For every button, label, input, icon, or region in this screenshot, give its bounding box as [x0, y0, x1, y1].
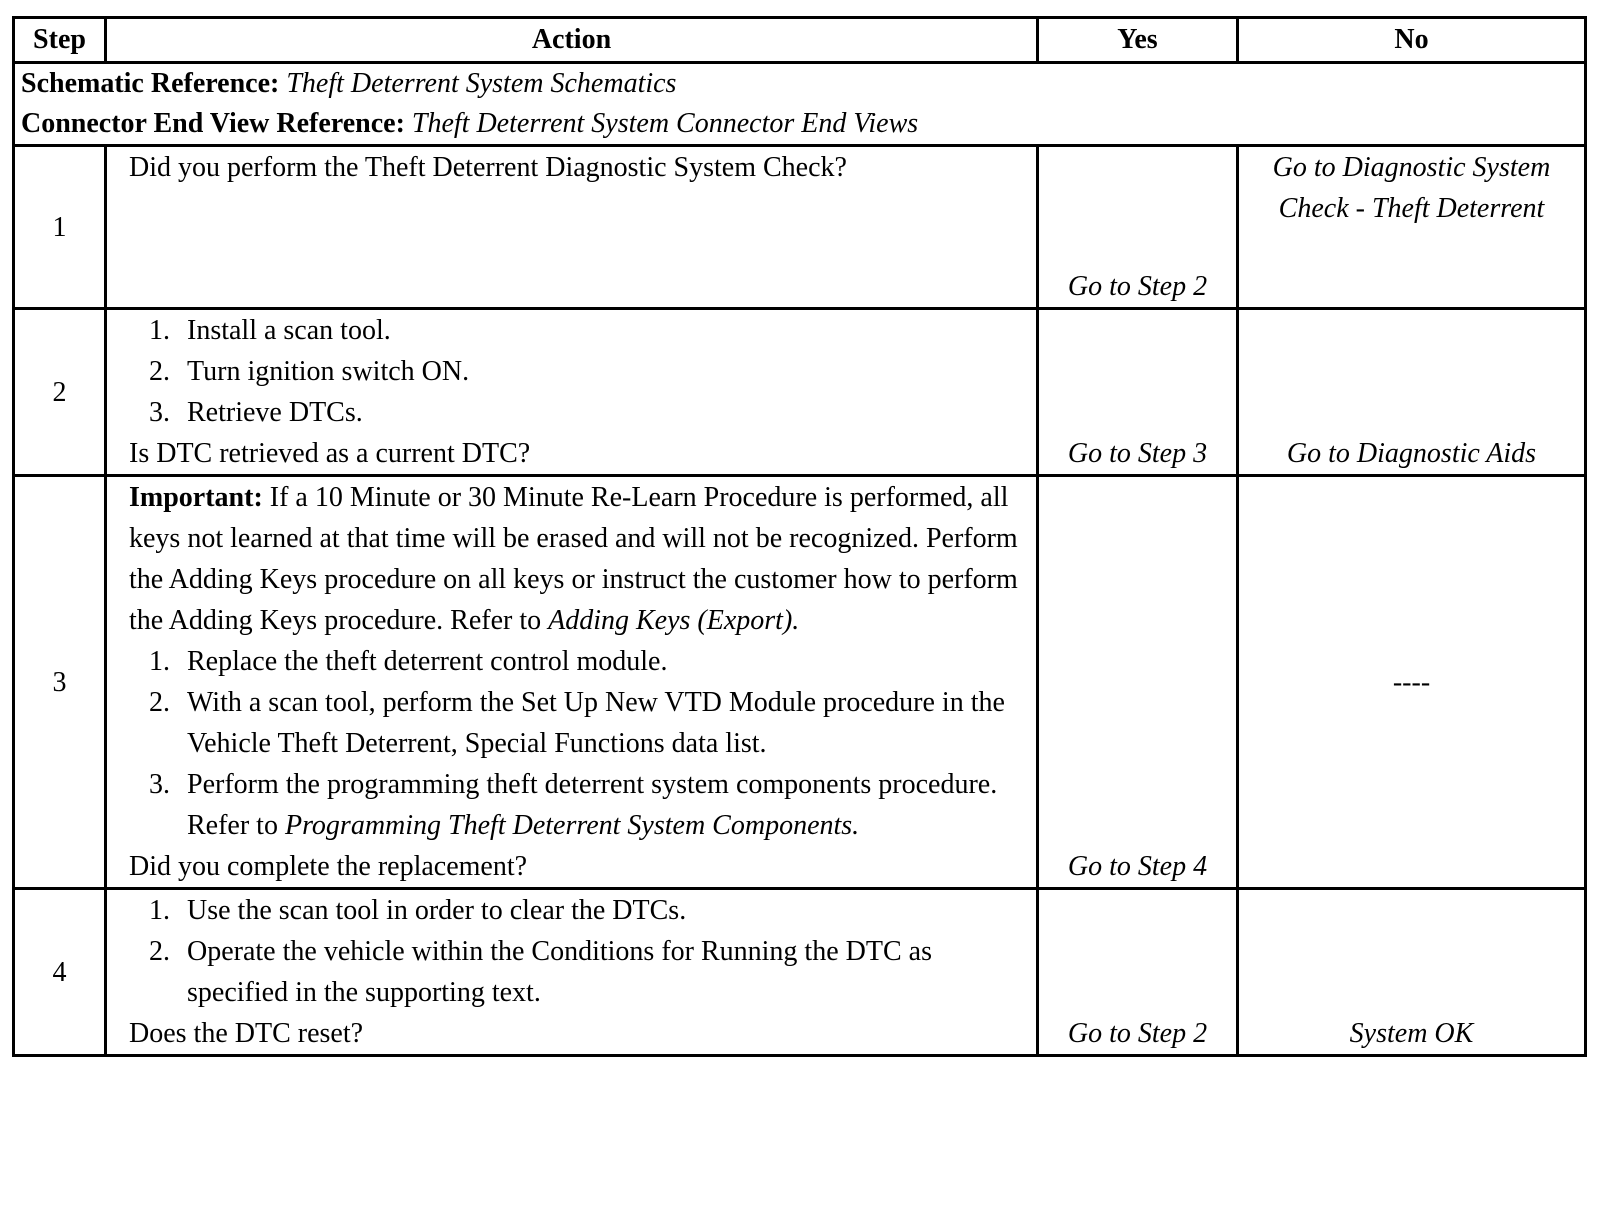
step-number: 3 [14, 476, 106, 889]
yes-link[interactable]: Go to Step 2 [1038, 146, 1238, 309]
yes-link[interactable]: Go to Step 3 [1038, 309, 1238, 476]
yes-link[interactable]: Go to Step 4 [1038, 476, 1238, 889]
schematic-reference-label: Schematic Reference: [21, 68, 280, 99]
step-list [129, 641, 1026, 846]
action-cell [106, 309, 1038, 476]
step-number: 2 [14, 309, 106, 476]
adding-keys-link[interactable]: Adding Keys (Export). [548, 605, 800, 636]
list-item-text: Replace the theft deterrent control module. [187, 646, 668, 677]
list-item: 1. Install a scan tool. [149, 315, 391, 346]
no-link[interactable]: Go to Diagnostic Aids [1238, 309, 1586, 476]
header-no: No [1238, 18, 1586, 63]
step-list [129, 310, 1026, 433]
step-question: Did you perform the Theft Deterrent Diagnostic System Check? [129, 152, 847, 183]
connector-reference-label: Connector End View Reference: [21, 108, 405, 139]
schematic-reference-link[interactable]: Theft Deterrent System Schematics [286, 68, 677, 99]
important-note [129, 477, 1026, 641]
step-list [129, 890, 1026, 1013]
step-question: Does the DTC reset? [129, 1018, 364, 1049]
list-item: 1. Replace the theft deterrent control module. [149, 646, 668, 677]
no-value[interactable]: System OK [1238, 889, 1586, 1056]
step-question: Is DTC retrieved as a current DTC? [129, 438, 531, 469]
list-item-text: Turn ignition switch ON. [187, 356, 470, 387]
reference-row [14, 63, 1586, 146]
list-item: 2. Operate the vehicle within the Conditions for Running the DTC as specified in the supporting text. [149, 936, 932, 1008]
action-cell [106, 889, 1038, 1056]
connector-reference [21, 104, 1578, 144]
header-action: Action [106, 18, 1038, 63]
list-item-text: Perform the programming theft deterrent system components procedure. Refer to [187, 769, 998, 841]
step-row-2 [14, 309, 1586, 476]
no-link[interactable]: Go to Diagnostic System Check - Theft Deterrent [1238, 146, 1586, 309]
header-step: Step [14, 18, 106, 63]
list-item-text: Operate the vehicle within the Conditions for Running the DTC as specified in the supporting text. [187, 936, 932, 1008]
list-item-text: Install a scan tool. [187, 315, 391, 346]
step-question: Did you complete the replacement? [129, 851, 528, 882]
step-row-3 [14, 476, 1586, 889]
step-number: 1 [14, 146, 106, 309]
header-yes: Yes [1038, 18, 1238, 63]
header-row [14, 18, 1586, 63]
list-item: 3. Retrieve DTCs. [149, 397, 363, 428]
list-item-text: With a scan tool, perform the Set Up New VTD Module procedure in the Vehicle Theft Deterrent, Special Functions data list. [187, 687, 1005, 759]
yes-link[interactable]: Go to Step 2 [1038, 889, 1238, 1056]
programming-components-link[interactable]: Programming Theft Deterrent System Components. [284, 810, 860, 841]
reference-cell [14, 63, 1586, 146]
list-item: 1. Use the scan tool in order to clear the DTCs. [149, 895, 687, 926]
step-row-4 [14, 889, 1586, 1056]
step-number: 4 [14, 889, 106, 1056]
important-label: Important: [129, 482, 263, 513]
step-row-1 [14, 146, 1586, 309]
schematic-reference [21, 64, 1578, 104]
list-item: 2. Turn ignition switch ON. [149, 356, 470, 387]
action-cell [106, 476, 1038, 889]
list-item: 3. Perform the programming theft deterrent system components procedure. Refer to Programming Theft Deterrent System Components. [149, 769, 998, 841]
connector-reference-link[interactable]: Theft Deterrent System Connector End Views [411, 108, 919, 139]
list-item: 2. With a scan tool, perform the Set Up New VTD Module procedure in the Vehicle Theft Deterrent, Special Functions data list. [149, 687, 1005, 759]
list-item-text: Retrieve DTCs. [187, 397, 363, 428]
diagnostic-table [12, 16, 1587, 1057]
no-value: ---- [1238, 476, 1586, 889]
list-item-text: Use the scan tool in order to clear the DTCs. [187, 895, 687, 926]
action-cell [106, 146, 1038, 309]
important-text: If a 10 Minute or 30 Minute Re-Learn Procedure is performed, all keys not learned at that time will be erased and will not be recognized. Perform the Adding Keys procedure on all keys or instruct the customer how to perform the Adding Keys procedure. Refer to [129, 482, 1018, 636]
